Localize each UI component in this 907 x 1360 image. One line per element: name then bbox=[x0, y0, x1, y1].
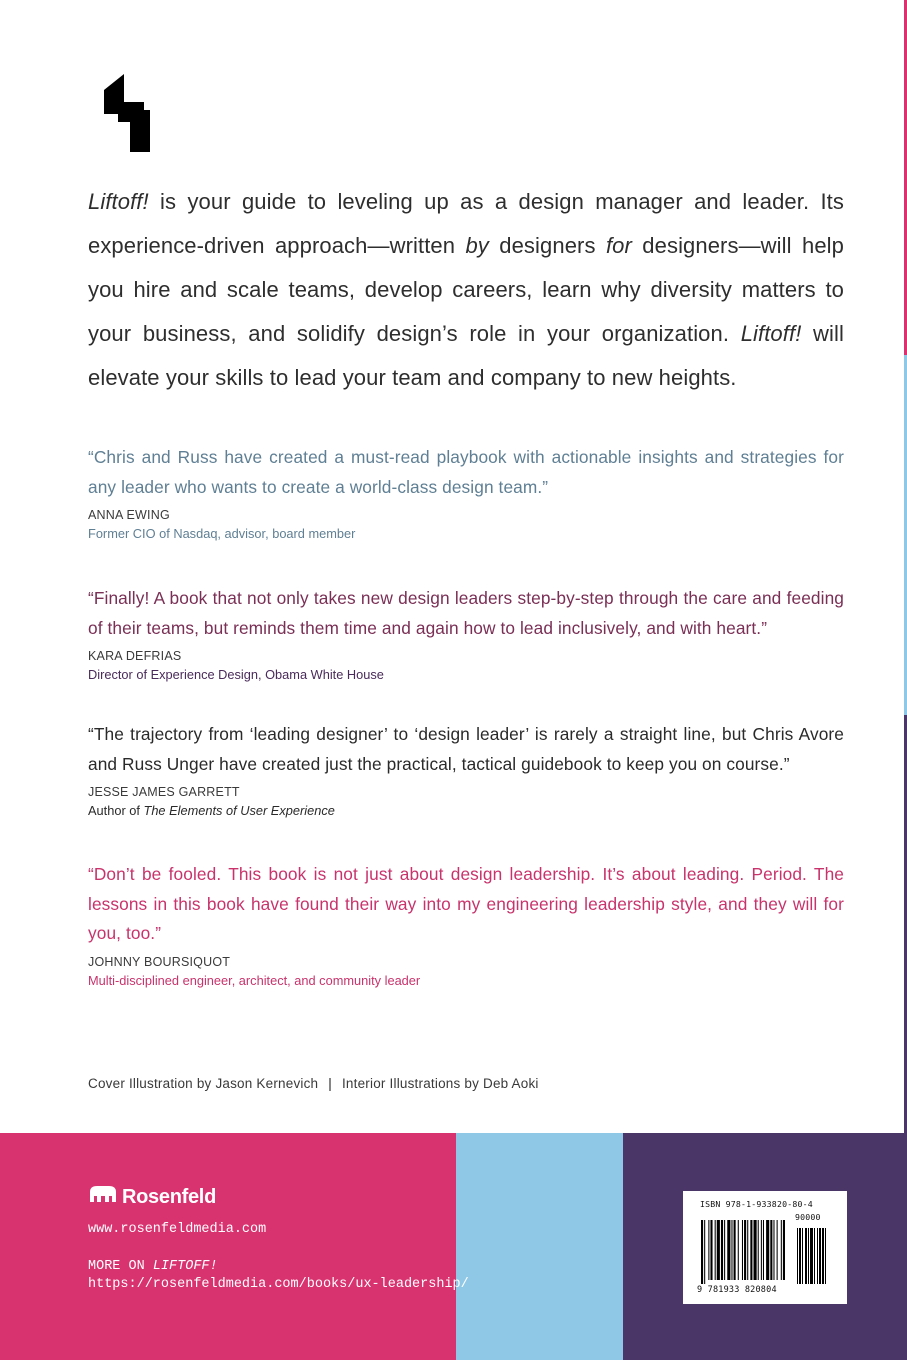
publisher-logo bbox=[88, 1184, 469, 1210]
barcode-bars bbox=[701, 1220, 831, 1284]
intro-blurb: Liftoff! is your guide to leveling up as a design manager and leader. Its experience-driven approach—written by designers for designers—will help you hire and scale teams, develop careers, learn why diversity matters to your business, and solidify design’s role in your organization. Liftoff! will elevate your skills to lead your team and company to new heights. bbox=[88, 189, 844, 390]
barcode-bar bbox=[763, 1220, 764, 1280]
barcode-addon-bar bbox=[819, 1228, 821, 1284]
barcode-digits: 9 781933 820804 bbox=[697, 1285, 777, 1295]
barcode-bar bbox=[721, 1220, 723, 1280]
barcode-bar bbox=[766, 1220, 769, 1280]
interior-credit: Interior Illustrations by Deb Aoki bbox=[341, 1076, 539, 1091]
barcode-bar bbox=[783, 1220, 785, 1280]
price-code: 90000 bbox=[795, 1212, 821, 1222]
barcode-bar bbox=[701, 1220, 703, 1284]
testimonial-role: Director of Experience Design, Obama White House bbox=[88, 667, 384, 682]
barcode-bar bbox=[754, 1220, 757, 1280]
bottom-band-blue bbox=[456, 1133, 623, 1360]
book-title: Liftoff! bbox=[740, 321, 802, 346]
cover-credit: Cover Illustration by Jason Kernevich bbox=[88, 1076, 319, 1091]
barcode-addon-bar bbox=[808, 1228, 809, 1284]
testimonial-anna-ewing bbox=[88, 443, 844, 541]
barcode-bar bbox=[724, 1220, 725, 1280]
barcode-bar bbox=[738, 1220, 739, 1280]
barcode-bar bbox=[744, 1220, 746, 1280]
barcode-bar bbox=[731, 1220, 732, 1280]
barcode-addon-bar bbox=[825, 1228, 826, 1284]
testimonial-text: “Chris and Russ have created a must-read playbook with actionable insights and strategies for any leader who wants to create a world-class design team.” bbox=[88, 447, 844, 497]
testimonial-text: “Finally! A book that not only takes new design leaders step-by-step through the care and feeding of their teams, but reminds them time and again how to lead inclusively, and with heart.” bbox=[88, 588, 844, 638]
barcode-bar bbox=[727, 1220, 730, 1280]
illustration-credits bbox=[88, 1076, 539, 1091]
testimonial-author: ANNA EWING bbox=[88, 508, 170, 522]
barcode-addon-bar bbox=[822, 1228, 824, 1284]
barcode-bar bbox=[717, 1220, 720, 1280]
book-url: https://rosenfeldmedia.com/books/ux-leadership/ bbox=[88, 1277, 469, 1292]
testimonial-author: JOHNNY BOURSIQUOT bbox=[88, 954, 231, 969]
barcode-bar bbox=[761, 1220, 762, 1280]
testimonial-role: Former CIO of Nasdaq, advisor, board member bbox=[88, 526, 356, 541]
isbn-barcode bbox=[683, 1191, 847, 1304]
testimonial-text: “Don’t be fooled. This book is not just about design leadership. It’s about leading. Period. The lessons in this book have found their way into my engineering leadership style, and they will for you, too.” bbox=[88, 864, 844, 943]
testimonial-author: JESSE JAMES GARRETT bbox=[88, 785, 240, 799]
barcode-bar bbox=[734, 1220, 736, 1280]
barcode-bar bbox=[742, 1220, 743, 1280]
barcode-bar bbox=[708, 1220, 709, 1280]
barcode-bar bbox=[770, 1220, 772, 1280]
barcode-addon-bar bbox=[799, 1228, 801, 1284]
barcode-addon-bar bbox=[817, 1228, 818, 1284]
barcode-bar bbox=[777, 1220, 778, 1280]
barcode-addon-bar bbox=[805, 1228, 807, 1284]
isbn-number: ISBN 978-1-933820-80-4 bbox=[700, 1199, 813, 1209]
publisher-website: www.rosenfeldmedia.com bbox=[88, 1222, 267, 1237]
testimonial-role: Multi-disciplined engineer, architect, and community leader bbox=[88, 972, 421, 988]
testimonial-johnny-boursiquot bbox=[88, 860, 844, 988]
barcode-addon-bar bbox=[802, 1228, 803, 1284]
barcode-bar bbox=[710, 1220, 712, 1280]
barcode-addon-bar bbox=[797, 1228, 798, 1284]
barcode-bar bbox=[750, 1220, 752, 1280]
book-title: Liftoff! bbox=[88, 189, 149, 214]
barcode-bar bbox=[781, 1220, 782, 1280]
barcode-addon-bar bbox=[810, 1228, 813, 1284]
more-on-label: MORE ON LIFTOFF! bbox=[88, 1259, 218, 1274]
testimonial-author: KARA DEFRIAS bbox=[88, 649, 182, 663]
barcode-bar bbox=[758, 1220, 759, 1280]
testimonial-kara-defrias bbox=[88, 584, 844, 682]
one-icon bbox=[104, 74, 152, 152]
barcode-bar bbox=[773, 1220, 774, 1280]
credit-separator: | bbox=[328, 1076, 332, 1091]
elephant-icon bbox=[88, 1184, 122, 1210]
testimonial-jesse-james-garrett bbox=[88, 720, 844, 818]
barcode-addon-bar bbox=[814, 1228, 815, 1284]
barcode-bar bbox=[715, 1220, 716, 1280]
barcode-bar bbox=[704, 1220, 705, 1284]
testimonial-role: Author of The Elements of User Experience bbox=[88, 803, 335, 818]
barcode-bar bbox=[747, 1220, 748, 1280]
testimonial-text: “The trajectory from ‘leading designer’ to ‘design leader’ is rarely a straight line, but Chris Avore and Russ Unger have created just the practical, tactical guidebook to keep you on course.” bbox=[88, 724, 844, 774]
publisher-block bbox=[88, 1184, 469, 1292]
publisher-name: Rosenfeld bbox=[122, 1185, 216, 1208]
